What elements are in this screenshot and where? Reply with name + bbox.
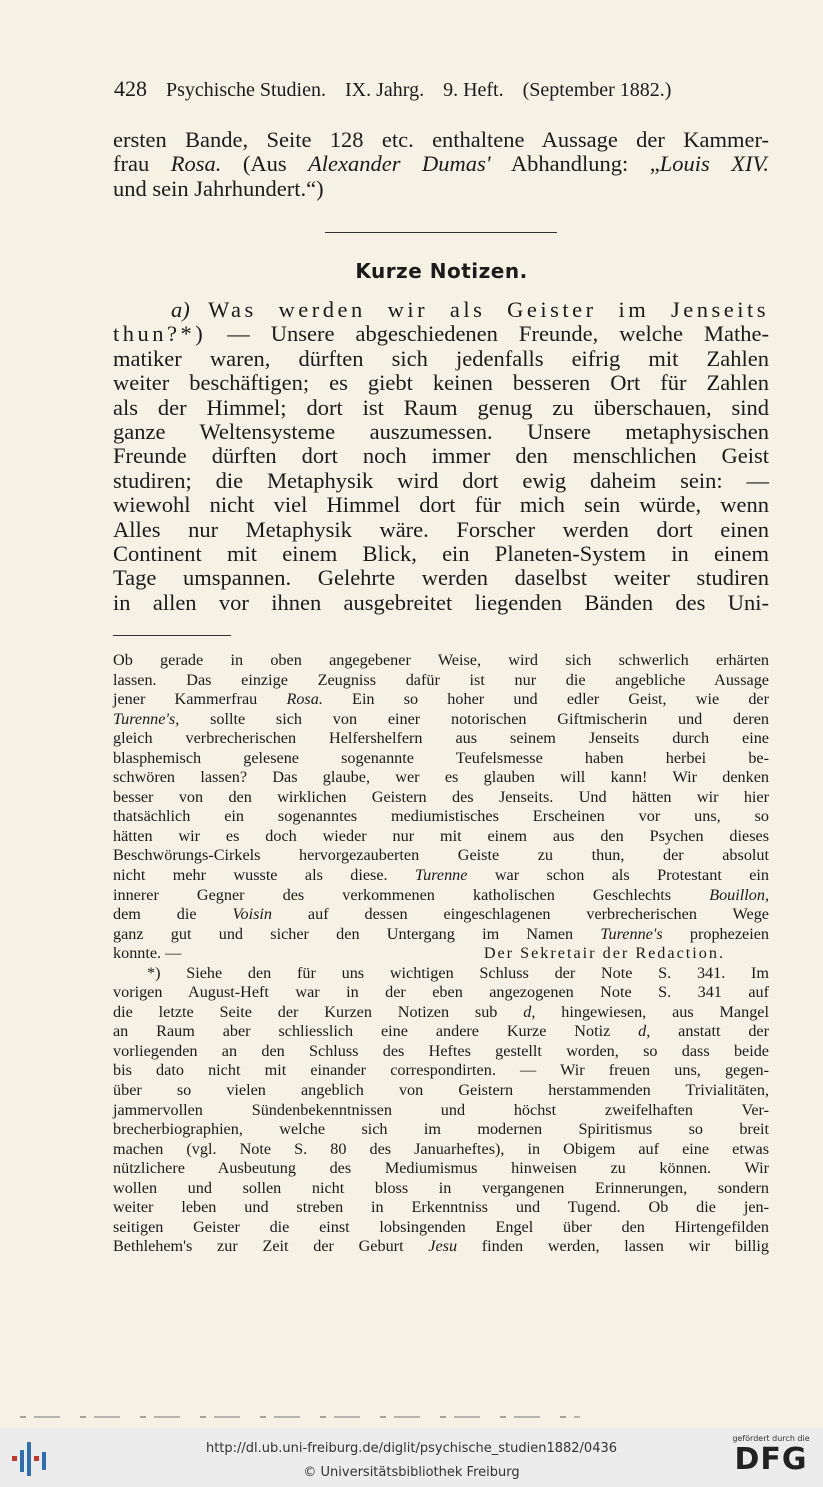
fn2-italic-text: d, [638,1022,651,1041]
main-lines [113,347,769,615]
main-paragraph [113,298,769,615]
intro-line [113,152,769,176]
fn1-italic-text: Turenne [415,866,468,885]
fn1-line [113,690,769,710]
fn1-line: blasphemisch gelesene sogenannte Teufelsmesse haben herbei be- [113,748,769,767]
dfg-tagline: gefördert durch die [732,1434,810,1443]
fn1-line: thatsächlich ein sogenanntes mediumistisches Erscheinen vor uns, so [113,807,769,826]
footnote-signature-line [113,944,769,964]
fn1-line [113,866,769,886]
fn2-text: die letzte Seite der Kurzen Notizen sub [113,1002,524,1021]
fn1-text: ganz gut und sicher den Untergang im Namen [113,924,601,943]
main-line: Tage umspannen. Gelehrte werden daselbst weiter studiren [113,565,769,591]
intro-italic-text: Alexander Dumas' [308,151,491,177]
fn1-text: nicht mehr wusste als diese. [113,866,415,885]
issue: 9. Heft. [443,79,504,101]
fn1-line: Beschwörungs-Cirkels hervorgezauberten Geiste zu thun, der absolut [113,846,769,865]
fn2-line: machen (vgl. Note S. 80 des Januarheftes), in Obigem auf eine etwas [113,1139,769,1158]
journal-title: Psychische Studien. [166,79,326,101]
main-line: Freunde dürften dort noch immer den menschlichen Geist [113,443,769,469]
main-line: wiewohl nicht viel Himmel dort für mich sein würde, wenn [113,492,769,518]
spaced-heading-cont: thun?*) [113,321,207,347]
fn1-line: Ob gerade in oben angegebener Weise, wird sich schwerlich erhärten [113,651,769,669]
fn1-line: schwören lassen? Das glaube, wer es glauben will kann! Wir denken [113,768,769,787]
intro-text: frau [113,151,171,177]
fn1-text: Ein so hoher und edler Geist, wie der [322,690,770,709]
intro-text: Abhandlung: „ [490,151,660,177]
fn1-line [113,710,769,730]
fn1-italic-text: Voisin [232,905,273,924]
fn1-line [113,905,769,925]
dfg-logo-icon [726,1434,816,1482]
fn2-text: Bethlehem's zur Zeit der Geburt [113,1237,429,1256]
fn1-italic-text: Turenne's [600,924,663,943]
fn2-line [113,1003,769,1023]
fn1-text: innerer Gegner des verkommenen katholischen Geschlechts [113,885,710,904]
fn2-text: hingewiesen, aus Mangel [535,1002,769,1021]
main-line: Continent mit einem Blick, ein Planeten-System in einem [113,541,769,567]
main-line-1 [113,298,769,322]
source-url[interactable]: http://dl.ub.uni-freiburg.de/diglit/psychische_studien1882/0436 [205,1441,618,1456]
fn2-italic-text: d, [523,1002,536,1021]
fn1-text: war schon als Protestant ein [467,866,770,885]
fn2-text: anstatt der [650,1022,769,1041]
fn2-text: an Raum aber schliesslich eine andere Kurze Notiz [113,1022,639,1041]
fn1-line: gleich verbrecherischen Helfershelfern aus seinem Jenseits durch eine [113,729,769,748]
fn2-line: nützlichere Ausbeutung des Mediumismus hinweisen zu können. Wir [113,1159,769,1178]
main-line: in allen vor ihnen ausgebreitet liegenden Bänden des Uni- [113,589,769,615]
fn2-line: jammervollen Sündenbekenntnissen und höchst zweifelhaften Ver- [113,1100,769,1119]
fn2-line [113,1022,769,1042]
fn1-italic-text: Bouillon, [709,885,769,904]
fn1-text: dem die [113,905,233,924]
intro-italic-text: Rosa. [170,151,222,177]
fn1-line [113,925,769,945]
fn2-italic-text: Jesu [428,1237,458,1256]
fn1-text: auf dessen eingeschlagenen verbrecherischen Wege [272,905,769,924]
fn1-text: prophezeien [662,924,769,943]
fn2-line: wollen und sollen nicht bloss in vergangenen Erinnerungen, sondern [113,1178,769,1197]
fn2-line: brecherbiographien, welche sich im modernen Spiritismus so breit [113,1120,769,1139]
viewer-footer [0,1428,823,1487]
footnote-editorial [113,651,769,944]
fn2-line: vorliegenden an den Schluss des Heftes gestellt worden, so dass beide [113,1041,769,1060]
intro-text: (Aus [221,151,309,177]
main-line-2 [113,322,769,346]
signature: Der Sekretair der Redaction. [483,944,725,963]
fn2-text: finden werden, lassen wir billig [457,1237,770,1256]
main-line: Alles nur Metaphysik wäre. Forscher werden dort einen [113,516,769,542]
intro-line: und sein Jahrhundert.“) [113,175,324,201]
signature-left: konnte. — [113,944,182,963]
fn2-line: vorigen August-Heft war in der eben angezogenen Note S. 341 auf [113,983,769,1002]
section-title: Kurze Notizen. [355,259,528,283]
intro-line: ersten Bande, Seite 128 etc. enthaltene Aussage der Kammer- [113,127,769,152]
fn2-line: seitigen Geister die einst lobsingenden Engel über den Hirtengefilden [113,1217,769,1236]
spaced-heading: Was werden wir als Geister im Jenseits [208,297,769,322]
main-line: weiter beschäftigen; es giebt keinen besseren Ort für Zahlen [113,370,769,396]
fn1-text: sollte sich von einer notorischen Giftmischerin und deren [179,709,769,728]
footnote-rule [113,635,231,636]
main-line: als der Himmel; dort ist Raum genug zu überschauen, sind [113,394,769,420]
issue-date: (September 1882.) [522,79,672,101]
fn1-italic-text: Turenne's, [113,709,180,728]
fn1-line [113,886,769,906]
item-label: a) [171,297,190,322]
copyright: © Universitätsbibliothek Freiburg [303,1465,520,1480]
footnotes [113,651,769,1257]
running-header [114,76,754,102]
main-line: studiren; die Metaphysik wird dort ewig daheim sein: — [113,467,769,493]
main-line: ganze Weltensysteme auszumessen. Unsere metaphysischen [113,419,769,445]
fn1-line: hätten wir es doch wieder nur mit einem aus den Psychen dieses [113,826,769,845]
fn1-italic-text: Rosa. [286,690,323,709]
fn2-line: weiter leben und streben in Erkenntniss und Tugend. Ob die jen- [113,1198,769,1217]
main-line-2-rest: — Unsere abgeschiedenen Freunde, welche Mathe- [206,321,769,347]
fn2-line: *) Siehe den für uns wichtigen Schluss der Note S. 341. Im [147,963,769,982]
main-line: matiker waren, dürften sich jedenfalls eifrig mit Zahlen [113,345,769,371]
scan-edge-artifact [20,1416,580,1418]
section-divider [325,232,557,233]
volume: IX. Jahrg. [345,79,425,101]
intro-paragraph [113,128,769,201]
fn2-line [113,1237,769,1257]
fn2-line: über so vielen angeblich von Geistern herstammenden Trivialitäten, [113,1081,769,1100]
page-number: 428 [114,76,147,101]
fn1-text: jener Kammerfrau [113,690,287,709]
dfg-wordmark: DFG [734,1442,808,1477]
fn1-line: lassen. Das einzige Zeugniss dafür ist nur die angebliche Aussage [113,670,769,689]
fn1-line: besser von den wirklichen Geistern des Jenseits. Und hätten wir hier [113,787,769,806]
intro-italic-text: Louis XIV. [659,151,769,177]
fn2-line: bis dato nicht mit einander correspondirten. — Wir freuen uns, gegen- [113,1061,769,1080]
footnote-asterisk [113,964,769,1257]
